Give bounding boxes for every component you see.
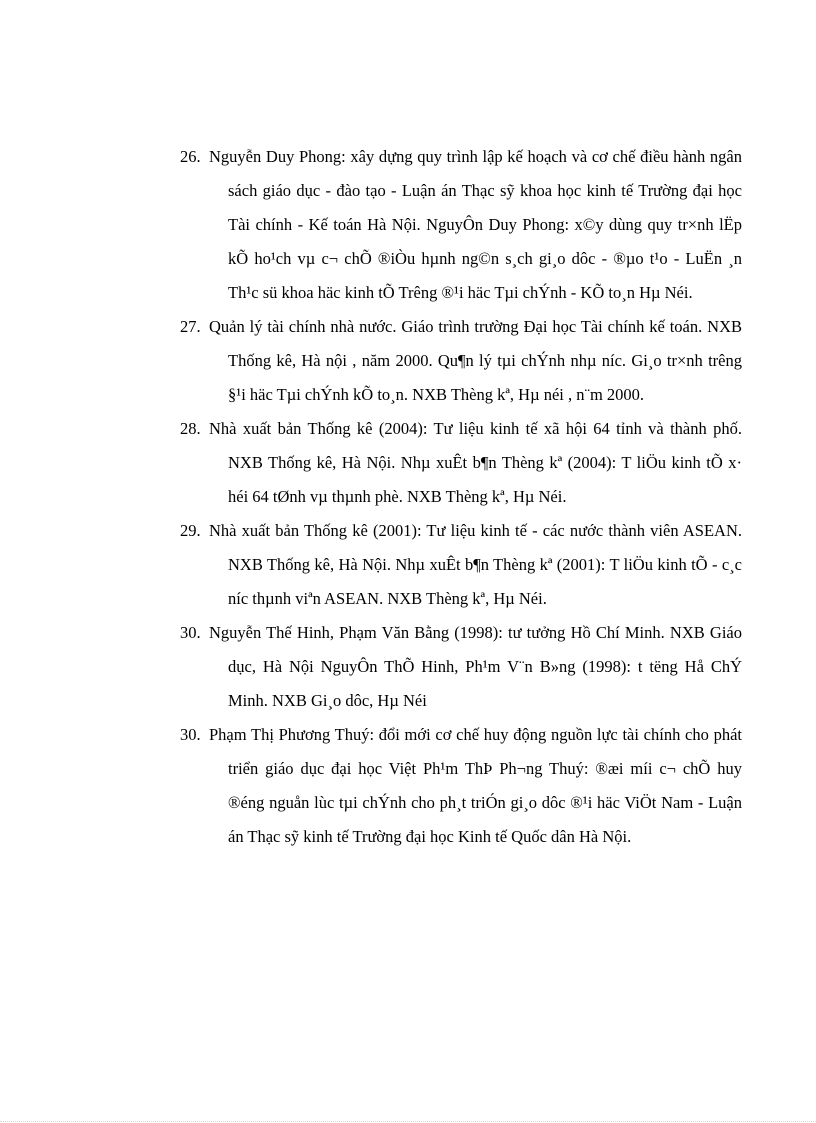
page-bottom-divider xyxy=(0,1121,816,1122)
reference-item xyxy=(180,412,742,514)
reference-item xyxy=(180,310,742,412)
reference-number: 28. xyxy=(180,419,201,438)
reference-text: Phạm Thị Phương Thuý: đổi mới cơ chế huy động nguồn lực tài chính cho phát triển giáo dục đại học Việt Ph¹m ThÞ Ph¬ng Thuý: ®æi míi c¬ chÕ huy ®éng nguån lùc tµi chÝnh cho ph¸t triÓn gi¸o dôc ®¹i häc ViÖt Nam - Luận án Thạc sỹ kinh tế Trường đại học Kinh tế Quốc dân Hà Nội. xyxy=(209,725,742,846)
reference-number: 30. xyxy=(180,623,201,642)
reference-item xyxy=(180,514,742,616)
reference-number: 27. xyxy=(180,317,201,336)
reference-list xyxy=(180,140,742,854)
reference-item xyxy=(180,616,742,718)
reference-text: Nguyễn Duy Phong: xây dựng quy trình lập kế hoạch và cơ chế điều hành ngân sách giáo dục - đào tạo - Luận án Thạc sỹ khoa học kinh tế Trường đại học Tài chính - Kế toán Hà Nội. NguyÔn Duy Phong: x©y dùng quy tr×nh lËp kÕ ho¹ch vµ c¬ chÕ ®iÒu hµnh ng©n s¸ch gi¸o dôc - ®µo t¹o - LuËn ¸n Th¹c sü khoa häc kinh tÕ Trêng ®¹i häc Tµi chÝnh - KÕ to¸n Hµ Néi. xyxy=(209,147,742,302)
reference-item xyxy=(180,140,742,310)
reference-number: 29. xyxy=(180,521,201,540)
reference-text: Nhà xuất bản Thống kê (2001): Tư liệu kinh tế - các nước thành viên ASEAN. NXB Thống kê, Hà Nội. Nhµ xuÊt b¶n Thèng kª (2001): T liÖu kinh tÕ - c¸c níc thµnh viªn ASEAN. NXB Thèng kª, Hµ Néi. xyxy=(209,521,742,608)
reference-number: 30. xyxy=(180,725,201,744)
reference-item xyxy=(180,718,742,854)
reference-text: Nhà xuất bản Thống kê (2004): Tư liệu kinh tế xã hội 64 tỉnh và thành phố. NXB Thống kê, Hà Nội. Nhµ xuÊt b¶n Thèng kª (2004): T liÖu kinh tÕ x· héi 64 tØnh vµ thµnh phè. NXB Thèng kª, Hµ Néi. xyxy=(209,419,742,506)
reference-text: Nguyễn Thế Hinh, Phạm Văn Bằng (1998): tư tưởng Hồ Chí Minh. NXB Giáo dục, Hà Nội NguyÔn ThÕ Hinh, Ph¹m V¨n B»ng (1998): t tëng Hå ChÝ Minh. NXB Gi¸o dôc, Hµ Néi xyxy=(209,623,742,710)
reference-text: Quản lý tài chính nhà nước. Giáo trình trường Đại học Tài chính kế toán. NXB Thống kê, Hà nội , năm 2000. Qu¶n lý tµi chÝnh nhµ níc. Gi¸o tr×nh trêng §¹i häc Tµi chÝnh kÕ to¸n. NXB Thèng kª, Hµ néi , n¨m 2000. xyxy=(209,317,742,404)
reference-number: 26. xyxy=(180,147,201,166)
